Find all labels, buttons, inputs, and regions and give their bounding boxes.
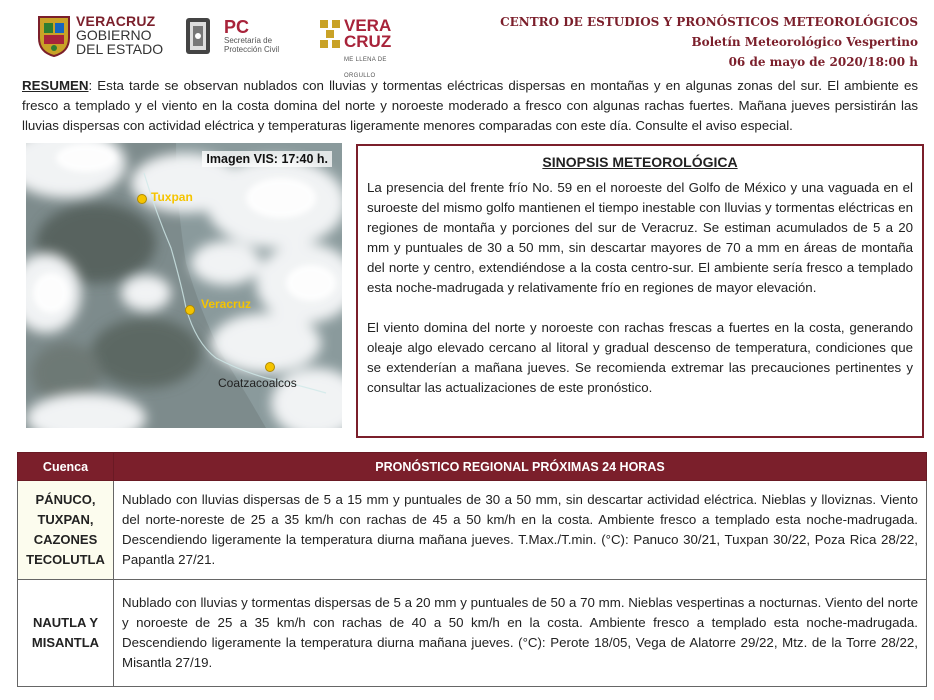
vz-line2: CRUZ [344, 32, 392, 51]
veracruz-marker [185, 305, 195, 315]
city-label-tuxpan: Tuxpan [151, 190, 193, 204]
satellite-time-label: Imagen VIS: 17:40 h. [202, 151, 332, 167]
city-label-veracruz: Veracruz [201, 297, 252, 311]
summary-text: : Esta tarde se observan nublados con lluvias y tormentas eléctricas dispersas en montañas y en algunas zonas del sur. El ambiente es fresco a templado y el viento en la costa domina del norte y noroeste moderado a fresco con algunas rachas fuertes. Mañana jueves persistirán las lluvias dispersas con actividad eléctrica y temperaturas ligeramente menores comparadas con este día. Consulte el aviso especial. [22, 78, 918, 133]
vz-line1: VERA [344, 16, 392, 35]
veracruz-pattern-icon [318, 18, 342, 54]
forecast-column-header: PRONÓSTICO REGIONAL PRÓXIMAS 24 HORAS [114, 453, 927, 481]
basin-name-line: TUXPAN, [37, 512, 94, 527]
logo-line2: GOBIERNO [76, 27, 152, 43]
summary-label: RESUMEN [22, 78, 89, 93]
veracruz-brand-logo [318, 12, 408, 79]
forecast-table-header [18, 453, 927, 481]
veracruz-logo-text [76, 14, 163, 56]
basin-name-line: MISANTLA [31, 635, 100, 650]
pc-abbr: PC [224, 17, 250, 37]
forecast-table [17, 452, 927, 687]
basin-name-line: CAZONES [33, 532, 98, 547]
bulletin-name: Boletín Meteorológico Vespertino [691, 35, 918, 49]
logo-line1: VERACRUZ [76, 13, 156, 29]
pc-logo-text [224, 18, 279, 54]
synopsis-paragraph-2: El viento domina del norte y noroeste con rachas frescas a fuertes en la costa, generando oleaje algo elevado cercano al litoral y gradual descenso de temperatura, condiciones que se extenderían a mañana jueves. Se recomienda extremar las precauciones pertinentes y consultar las actualizaciones de este pronóstico. [367, 320, 913, 395]
synopsis-box [356, 144, 924, 438]
vz-tagline: ME LLENA DE ORGULLO [344, 57, 387, 79]
veracruz-brand-text [344, 18, 408, 84]
state-shield-icon [36, 14, 72, 58]
coatzacoalcos-marker [265, 362, 275, 372]
forecast-cell: Nublado con lluvias y tormentas dispersas de 5 a 20 mm y puntuales de 50 a 70 mm. Nieblas vespertinas a nocturnas. Viento del norte y noroeste de 25 a 35 km/h con rachas de 40 a 50 km/h en la costa. Ambiente fresco a templado esta noche-madrugada. Descendiendo ligeramente la temperatura diurna mañana jueves. (°C): Perote 18/05, Vega de Alatorre 29/22, Mtz. de la Torre 28/22, Misantla 27/19. [114, 580, 927, 687]
synopsis-title: SINOPSIS METEOROLÓGICA [542, 154, 738, 170]
table-row [18, 580, 927, 687]
veracruz-government-logo [36, 12, 166, 60]
center-name: CENTRO DE ESTUDIOS Y PRONÓSTICOS METEOROLÓGICOS [500, 15, 918, 29]
header [0, 0, 934, 79]
basin-cell [18, 481, 114, 580]
bulletin-date: 06 de mayo de 2020/18:00 h [728, 55, 918, 69]
header-info [500, 12, 918, 72]
pc-line1: Secretaría de [224, 36, 273, 45]
pc-shield-icon [178, 14, 218, 58]
tuxpan-marker [137, 194, 147, 204]
basin-column-header: Cuenca [18, 453, 114, 481]
proteccion-civil-logo [178, 12, 298, 60]
city-label-coatzacoalcos: Coatzacoalcos [218, 376, 297, 390]
satellite-image [26, 143, 342, 428]
basin-cell [18, 580, 114, 687]
table-row [18, 481, 927, 580]
synopsis-paragraph-1: La presencia del frente frío No. 59 en el noroeste del Golfo de México y una vaguada en el suroeste del mismo golfo mantienen el tiempo inestable con lluvias y tormentas eléctricas en regiones de montaña y porciones del sur de Veracruz. Se estiman acumulados de 5 a 20 mm y puntuales de 30 a 50 mm, sin descartar mayores de 70 a mm en áreas de montaña del norte y centro, extendiéndose a la costa centro-sur. El ambiente sería fresco a templado esta noche-madrugada y relativamente frío en regiones de mayor elevación. [367, 180, 913, 295]
basin-name-line: PÁNUCO, [35, 492, 96, 507]
basin-name-line: TECOLUTLA [26, 552, 105, 567]
forecast-cell: Nublado con lluvias dispersas de 5 a 15 mm y puntuales de 30 a 50 mm, sin descartar actividad eléctrica. Nieblas y lloviznas. Viento del norte-noreste de 25 a 35 km/h con rachas de 45 a 50 km/h en la costa. Ambiente fresco a templado esta noche-madrugada. Descendiendo ligeramente la temperatura diurna mañana jueves. T.Max./T.min. (°C): Panuco 30/21, Tuxpan 30/22, Poza Rica 28/22, Papantla 27/21. [114, 481, 927, 580]
logo-line3: DEL ESTADO [76, 41, 164, 57]
pc-line2: Protección Civil [224, 45, 280, 54]
basin-name-line: NAUTLA Y [33, 615, 98, 630]
summary [22, 76, 918, 136]
